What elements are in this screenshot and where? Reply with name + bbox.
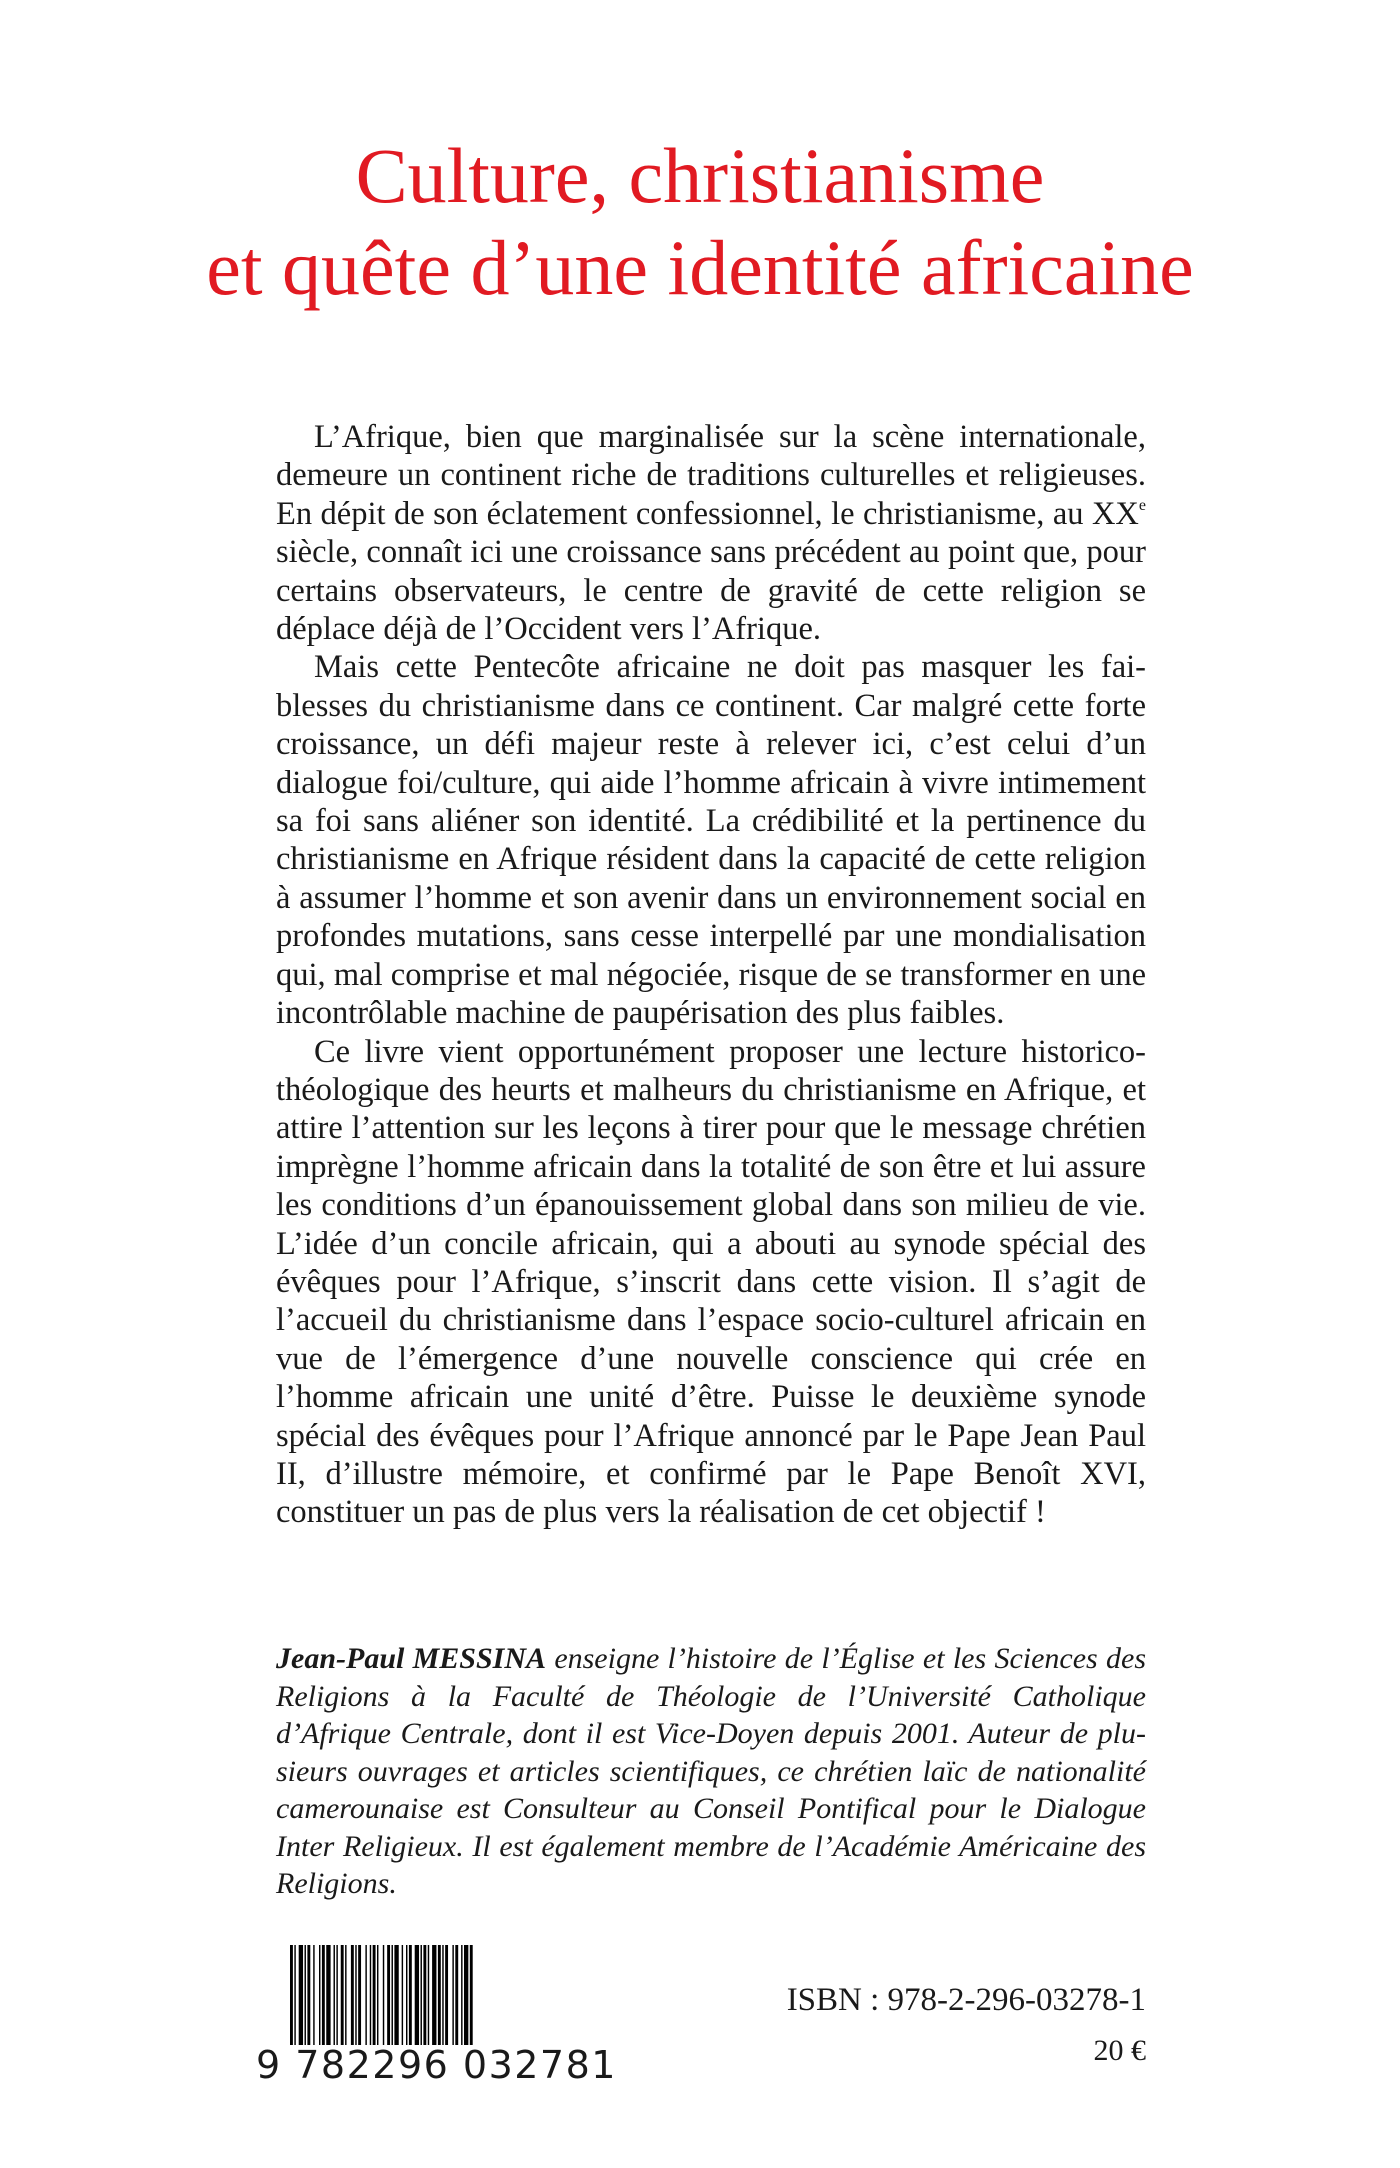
barcode-bar bbox=[355, 1945, 356, 2045]
barcode-bar bbox=[370, 1945, 371, 2045]
book-title bbox=[0, 130, 1400, 314]
barcode-bar bbox=[358, 1945, 361, 2045]
barcode-bar bbox=[326, 1945, 330, 2045]
barcode-bar bbox=[464, 1945, 468, 2045]
barcode-bar bbox=[452, 1945, 453, 2045]
barcode-bar bbox=[428, 1945, 429, 2045]
barcode-bar bbox=[409, 1945, 412, 2045]
title-line-2: et quête d’une identité africaine bbox=[206, 224, 1194, 311]
barcode-bar bbox=[432, 1945, 436, 2045]
century-superscript: e bbox=[1138, 496, 1146, 514]
price: 20 € bbox=[1093, 2034, 1146, 2067]
barcode-bar bbox=[383, 1945, 384, 2045]
paragraph-3: Ce livre vient opportunément proposer une lecture historico-théologique des heurts et malheurs du christianisme en Afrique, et attire l’attention sur les leçons à tirer pour que le message chrétien imprègne l’homme africain dans la totalité de son être et lui assure les conditions d’un épanouissement global dans son milieu de vie. L’idée d’un concile africain, qui a abouti au synode spécial des évêques pour l’Afrique, s’inscrit dans cette vision. Il s’agit de l’accueil du christianisme dans l’espace socio-culturel africain en vue de l’émergence d’une nouvelle conscience qui crée en l’homme africain une unité d’être. Puisse le deuxième synode spécial des évêques pour l’Afrique annoncé par le Pape Jean Paul II, d’illustre mémoire, et confirmé par le Pape Benoît XVI, constituer un pas de plus vers la réalisation de cet objectif ! bbox=[276, 1033, 1146, 1531]
barcode-bar bbox=[406, 1945, 407, 2045]
barcode-bar bbox=[442, 1945, 443, 2045]
barcode-bar bbox=[373, 1945, 376, 2045]
barcode-bar bbox=[392, 1945, 393, 2045]
paragraph-2: Mais cette Pentecôte africaine ne doit pas masquer les faiblesses du christianisme dans ce continent. Car malgré cette forte croissance, un défi majeur reste à relever ici, c’est celui d’un dialogue foi/culture, qui aide l’homme africain à vivre intimement sa foi sans aliéner son identité. La crédibilité et la pertinence du christianisme en Afrique résident dans la capacité de cette religion à assumer l’homme et son avenir dans un environnement social en profondes mutations, sans cesse interpellé par une mondialisation qui, mal comprise et mal négociée, risque de se transformer en une incontrôlable machine de paupérisation des plus faibles. bbox=[276, 649, 1146, 1032]
barcode-bar bbox=[402, 1945, 403, 2045]
paragraph-1-end: siècle, connaît ici une croissance sans précédent au point que, pour certains observateurs, le centre de gravité de cette religion se déplace déjà de l’Occident vers l’Afrique. bbox=[276, 534, 1146, 648]
barcode-bar bbox=[377, 1945, 378, 2045]
barcode-bar bbox=[438, 1945, 441, 2045]
barcode-bar bbox=[387, 1945, 390, 2045]
author-name: Jean-Paul MESSINA bbox=[276, 1642, 547, 1675]
barcode-bar bbox=[351, 1945, 354, 2045]
barcode-bar bbox=[322, 1945, 325, 2045]
barcode-bar bbox=[334, 1945, 335, 2045]
barcode-bar bbox=[470, 1945, 473, 2045]
barcode-bar bbox=[365, 1945, 366, 2045]
barcode-bar bbox=[313, 1945, 314, 2045]
barcode-bar bbox=[319, 1945, 320, 2045]
barcode-bar bbox=[290, 1945, 293, 2045]
barcode-bar bbox=[345, 1945, 346, 2045]
barcode-bar bbox=[423, 1945, 426, 2045]
barcode-bar bbox=[307, 1945, 310, 2045]
paragraph-1-start: L’Afrique, bien que marginalisée sur la scène internationale, demeure un continent riche de traditions culturelles et religieuses. En dépit de son éclatement confessionnel, le christianisme, au XX bbox=[276, 419, 1146, 532]
barcode-bar bbox=[455, 1945, 458, 2045]
paragraph-1 bbox=[276, 418, 1146, 648]
author-bio-text: enseigne l’histoire de l’Église et les Sciences des Religions à la Faculté de Théologie de l’Université Catholique d’Afrique Centrale, dont il est Vice-Doyen depuis 2001. Auteur de plusieurs ouvrages et articles scientifiques, ce chrétien laïc de nationalité camerounaise est Consulteur au Conseil Pontifical pour le Dialogue Inter Religieux. Il est également membre de l’Académie Américaine des Religions. bbox=[276, 1642, 1146, 1900]
barcode-bar bbox=[305, 1945, 306, 2045]
barcode-bar bbox=[445, 1945, 448, 2045]
barcode bbox=[256, 1945, 617, 2090]
barcode-bar bbox=[294, 1945, 295, 2045]
back-cover-blurb bbox=[276, 418, 1146, 1532]
barcode-digits: 9 782296 032781 bbox=[256, 2043, 617, 2087]
barcode-bar bbox=[415, 1945, 419, 2045]
isbn: ISBN : 978-2-296-03278-1 bbox=[786, 1982, 1146, 2018]
barcode-bar bbox=[394, 1945, 398, 2045]
barcode-bar bbox=[461, 1945, 462, 2045]
barcode-bar bbox=[341, 1945, 344, 2045]
barcode-bars bbox=[290, 1945, 550, 2045]
barcode-bar bbox=[299, 1945, 303, 2045]
barcode-bar bbox=[421, 1945, 422, 2045]
barcode-bar bbox=[336, 1945, 337, 2045]
author-bio bbox=[276, 1640, 1146, 1903]
title-line-1: Culture, christianisme bbox=[355, 132, 1045, 219]
